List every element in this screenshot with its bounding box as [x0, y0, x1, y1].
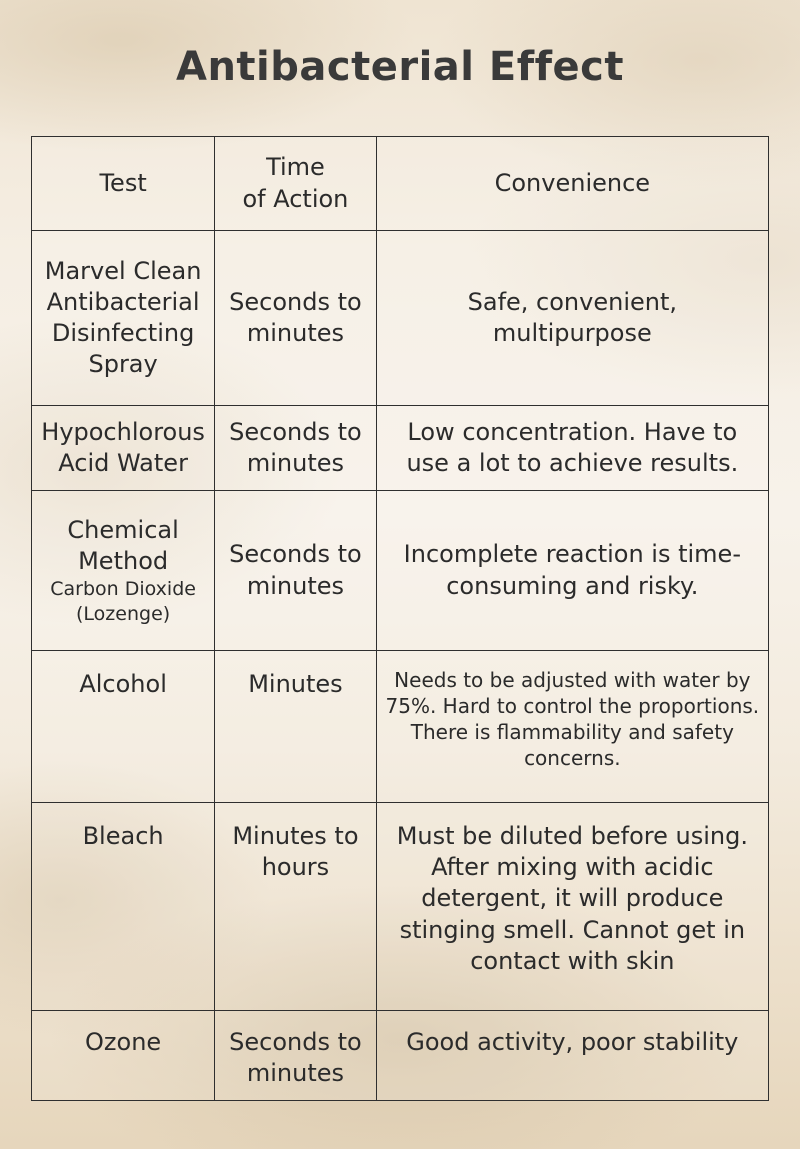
- cell-time: Minutes: [215, 651, 376, 803]
- table-row: [32, 406, 769, 491]
- table-row: [32, 231, 769, 406]
- table-row: [32, 1011, 769, 1101]
- cell-time: Seconds to minutes: [215, 231, 376, 406]
- cell-convenience: Safe, convenient, multipurpose: [376, 231, 768, 406]
- cell-time: Minutes to hours: [215, 803, 376, 1011]
- cell-convenience: Needs to be adjusted with water by 75%. Hard to control the proportions. There is flammability and safety concerns.: [376, 651, 768, 803]
- cell-test: Bleach: [32, 803, 215, 1011]
- comparison-table: [31, 136, 769, 1101]
- cell-test: Alcohol: [32, 651, 215, 803]
- cell-convenience: Must be diluted before using. After mixing with acidic detergent, it will produce stinging smell. Cannot get in contact with skin: [376, 803, 768, 1011]
- cell-test-main: Chemical Method: [67, 515, 179, 575]
- cell-test: [32, 491, 215, 651]
- cell-test: Hypochlorous Acid Water: [32, 406, 215, 491]
- header-time-of-action: Time of Action: [215, 137, 376, 231]
- cell-convenience: Incomplete reaction is time-consuming and risky.: [376, 491, 768, 651]
- table-row: [32, 803, 769, 1011]
- cell-time: Seconds to minutes: [215, 406, 376, 491]
- cell-test: Marvel Clean Antibacterial Disinfecting Spray: [32, 231, 215, 406]
- cell-convenience: Good activity, poor stability: [376, 1011, 768, 1101]
- cell-test-sub: Carbon Dioxide (Lozenge): [50, 578, 196, 625]
- header-convenience: Convenience: [376, 137, 768, 231]
- table-row: [32, 651, 769, 803]
- page-title: Antibacterial Effect: [175, 44, 624, 90]
- cell-convenience: Low concentration. Have to use a lot to achieve results.: [376, 406, 768, 491]
- cell-time: Seconds to minutes: [215, 1011, 376, 1101]
- table-row: [32, 491, 769, 651]
- cell-time: Seconds to minutes: [215, 491, 376, 651]
- header-test: Test: [32, 137, 215, 231]
- table-header-row: [32, 137, 769, 231]
- cell-test: Ozone: [32, 1011, 215, 1101]
